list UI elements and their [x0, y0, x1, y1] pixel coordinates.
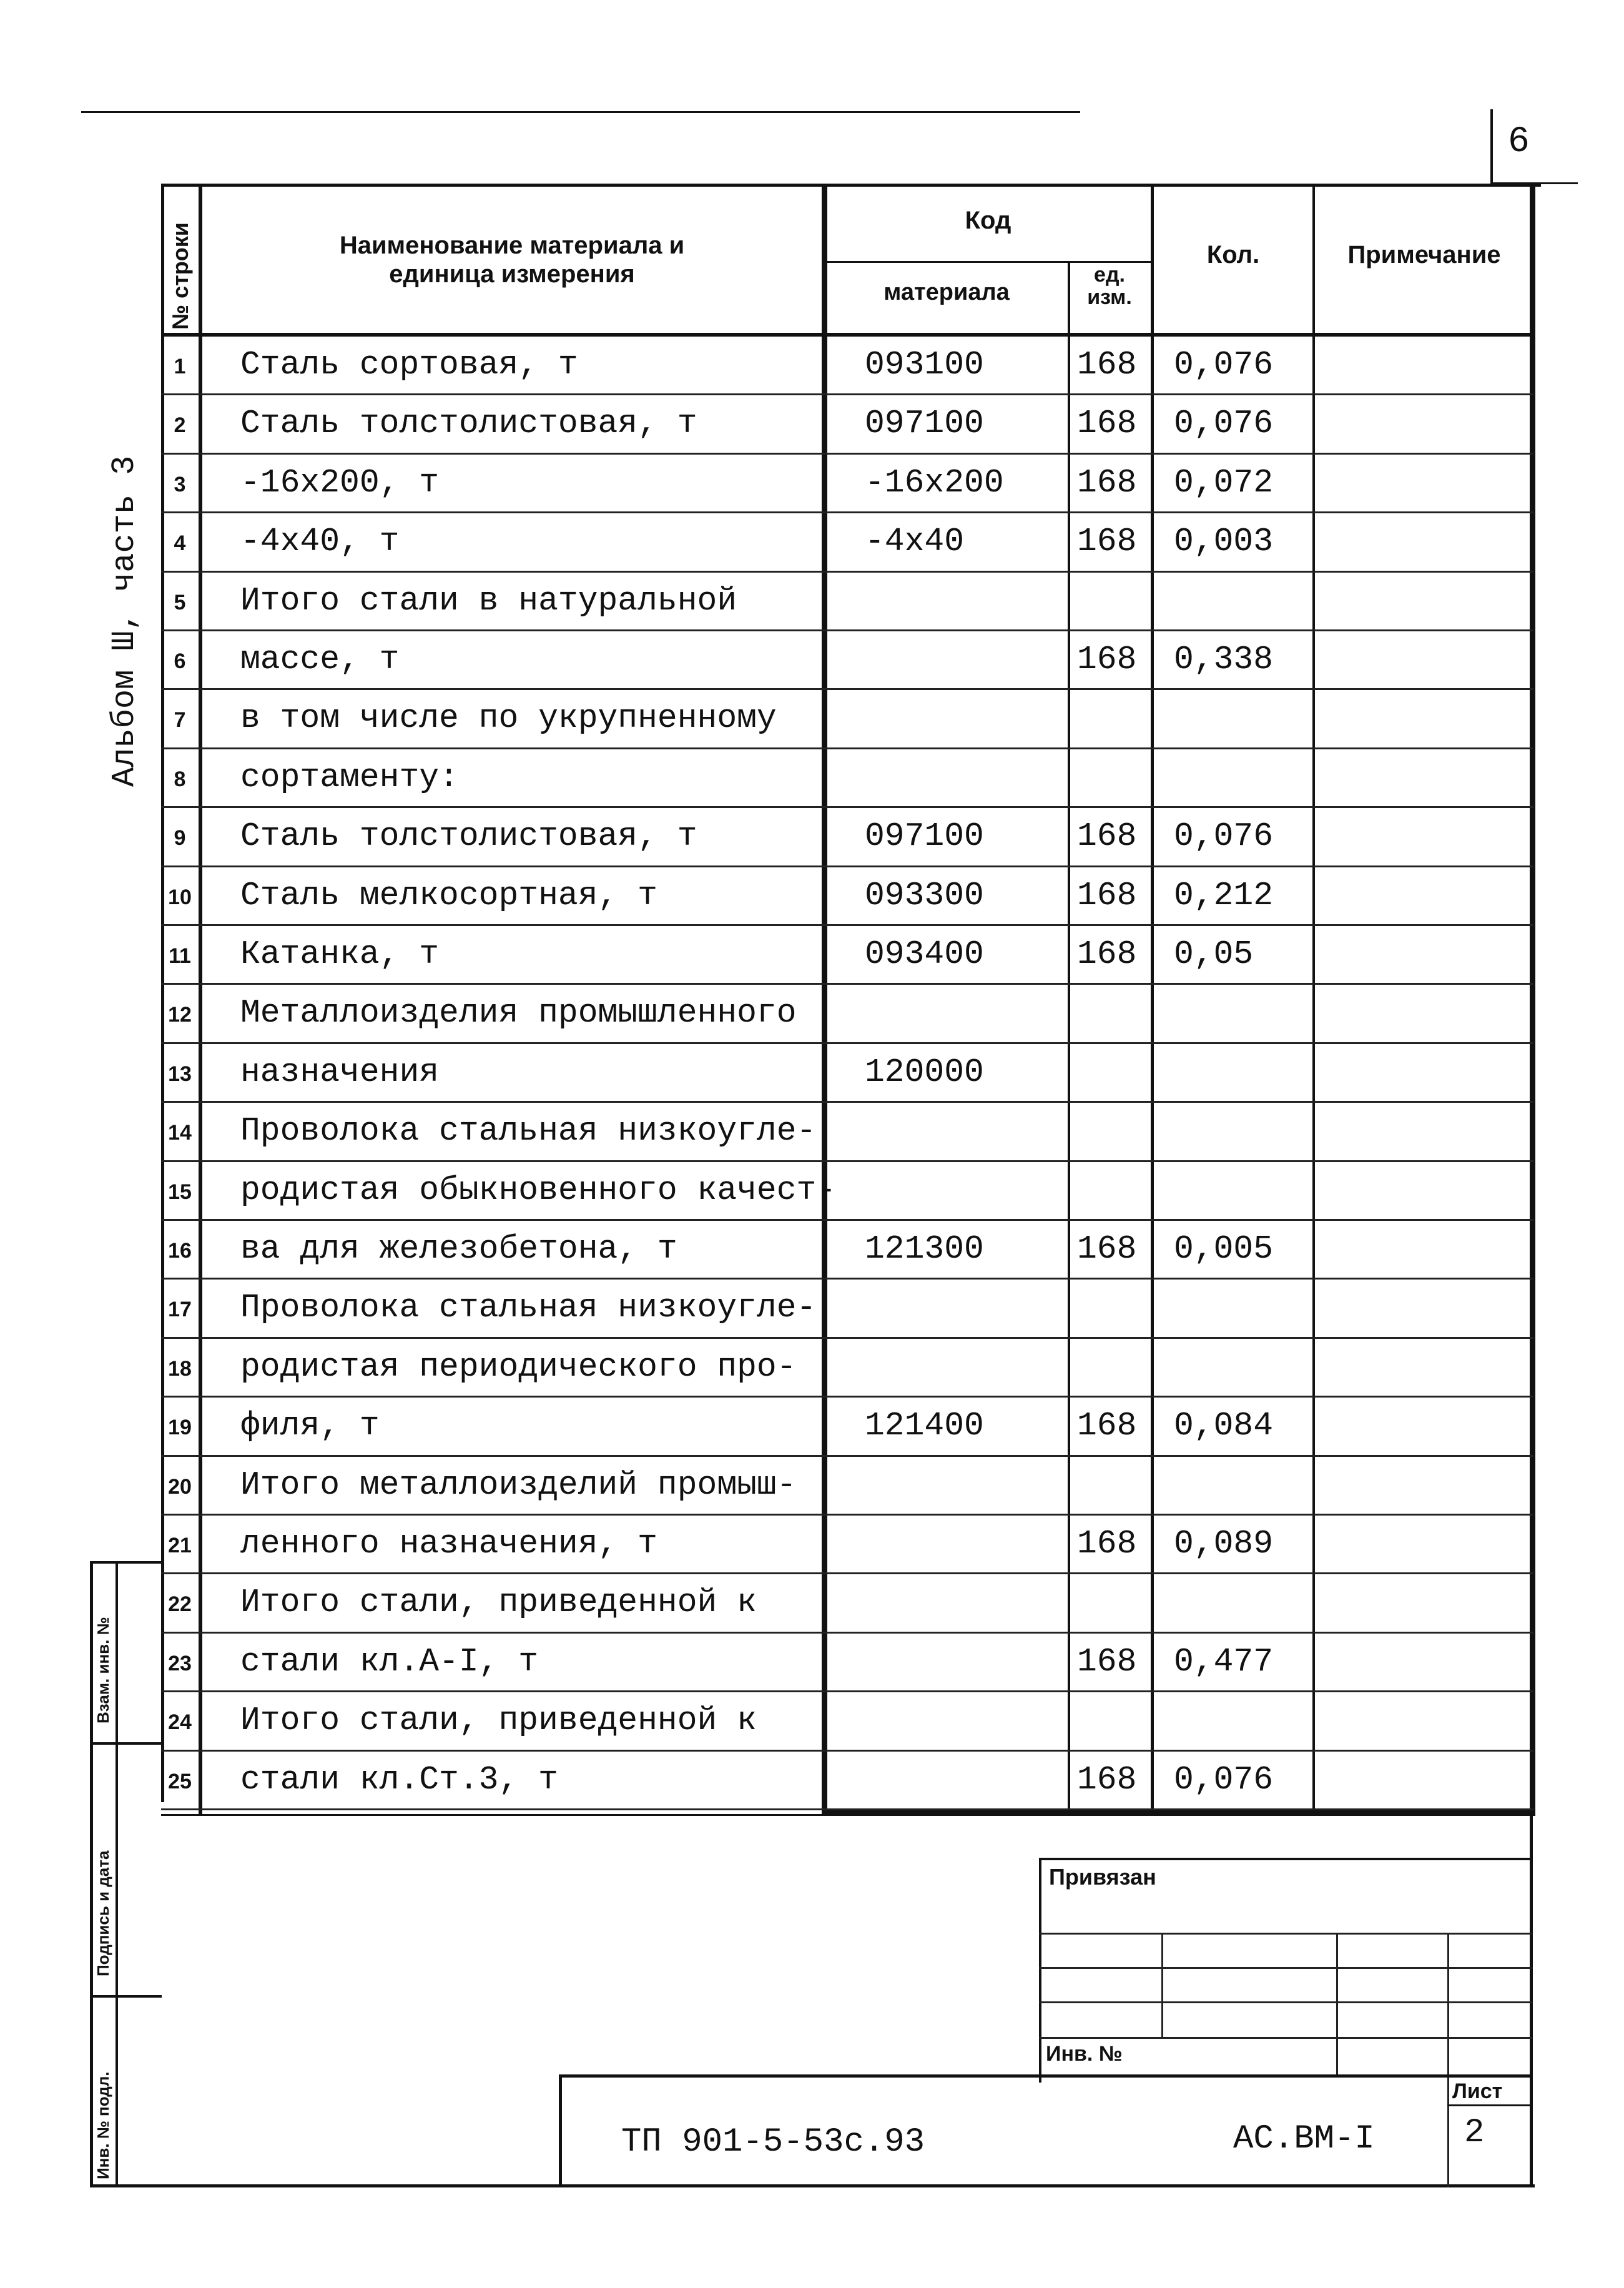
row-number: 13 — [168, 1062, 192, 1086]
row-name: Сталь толстолистовая, т — [240, 817, 697, 855]
row-number: 5 — [174, 591, 186, 614]
row-divider — [161, 806, 1533, 808]
stamp-bottom-line — [90, 2184, 1535, 2187]
row-divider — [161, 1572, 1533, 1574]
row-qty: 0,076 — [1174, 346, 1274, 383]
row-unit: 168 — [1077, 464, 1137, 501]
header-note: Примечание — [1347, 241, 1501, 269]
row-number: 10 — [168, 885, 192, 909]
row-divider — [161, 1808, 1533, 1810]
row-unit: 168 — [1077, 523, 1137, 560]
row-qty: 0,084 — [1174, 1407, 1274, 1444]
header-bottom — [161, 333, 1535, 337]
row-number: 14 — [168, 1121, 192, 1145]
row-divider — [161, 1337, 1533, 1339]
row-name: Итого стали в натуральной — [240, 582, 737, 619]
table-border-qty — [1312, 185, 1315, 1816]
row-number: 24 — [168, 1710, 192, 1734]
header-code-material: материала — [883, 279, 1010, 305]
header-code: Код — [965, 207, 1011, 234]
row-name: родистая обыкновенного качест- — [240, 1171, 837, 1209]
row-name: -16x200, т — [240, 464, 440, 501]
row-number: 3 — [174, 473, 186, 496]
privyazan-col-1 — [1161, 1933, 1163, 2037]
row-name: Металлоизделия промышленного — [240, 994, 797, 1032]
privyazan-col-3 — [1447, 1933, 1449, 2187]
row-number: 4 — [174, 531, 186, 555]
row-number: 21 — [168, 1534, 192, 1557]
row-divider — [161, 571, 1533, 573]
row-name: Сталь сортовая, т — [240, 346, 578, 383]
row-qty: 0,003 — [1174, 523, 1274, 560]
row-name: ленного назначения, т — [240, 1525, 657, 1562]
row-divider — [161, 983, 1533, 985]
row-qty: 0,477 — [1174, 1643, 1274, 1680]
margin-stamp-inner — [116, 1561, 118, 2187]
privyazan-col-2 — [1336, 1933, 1338, 2076]
row-number: 25 — [168, 1770, 192, 1793]
row-number: 7 — [174, 708, 186, 732]
row-name: Проволока стальная низкоугле- — [240, 1289, 817, 1326]
row-number: 16 — [168, 1239, 192, 1263]
row-divider — [161, 747, 1533, 749]
page-number-divider — [1490, 109, 1493, 184]
row-name: сортаменту: — [240, 759, 459, 796]
header-row-no: № строки — [167, 222, 193, 330]
row-divider — [161, 1750, 1533, 1752]
row-name: массе, т — [240, 641, 400, 678]
row-unit: 168 — [1077, 1407, 1137, 1444]
row-name: -4x40, т — [240, 523, 400, 560]
row-divider — [161, 1042, 1533, 1044]
row-name: назначения — [240, 1053, 440, 1091]
row-unit: 168 — [1077, 1643, 1137, 1680]
row-code: 120000 — [865, 1053, 984, 1091]
row-qty: 0,338 — [1174, 641, 1274, 678]
margin-stamp-div-1 — [90, 1742, 162, 1745]
row-name: Катанка, т — [240, 935, 440, 973]
row-qty: 0,005 — [1174, 1230, 1274, 1268]
row-qty: 0,076 — [1174, 1761, 1274, 1798]
main-stamp-left — [559, 2074, 562, 2187]
row-unit: 168 — [1077, 935, 1137, 973]
row-divider — [161, 1278, 1533, 1280]
row-divider — [161, 1514, 1533, 1516]
row-number: 20 — [168, 1475, 192, 1499]
row-code: 121300 — [865, 1230, 984, 1268]
table-border-top — [161, 184, 1541, 187]
document-code: ТП 901-5-53с.93 — [621, 2123, 925, 2161]
row-code: 121400 — [865, 1407, 984, 1444]
row-unit: 168 — [1077, 405, 1137, 442]
row-divider — [161, 865, 1533, 867]
row-number: 17 — [168, 1298, 192, 1321]
row-number: 9 — [174, 826, 186, 850]
row-unit: 168 — [1077, 346, 1137, 383]
album-side-label: Альбом Ш, часть 3 — [106, 455, 143, 787]
row-divider — [161, 1455, 1533, 1457]
privyazan-grid-4 — [1039, 2037, 1532, 2039]
privyazan-top — [1039, 1858, 1532, 1860]
privyazan-grid-3 — [1039, 2001, 1532, 2003]
row-code: -4x40 — [865, 523, 965, 560]
stamp-top-line — [161, 1814, 1535, 1816]
header-code-unit: ед. изм. — [1087, 263, 1132, 309]
row-number: 11 — [169, 944, 191, 968]
row-code: 097100 — [865, 405, 984, 442]
table-border-unit — [1068, 262, 1070, 1816]
row-name: Итого стали, приведенной к — [240, 1702, 757, 1739]
sheet-label-line — [1447, 2104, 1533, 2106]
privyazan-left — [1039, 1858, 1041, 2083]
row-divider — [161, 1219, 1533, 1221]
row-divider — [161, 1101, 1533, 1103]
table-border-name — [822, 185, 827, 1816]
row-code: -16x200 — [865, 464, 1004, 501]
row-code: 093400 — [865, 935, 984, 973]
row-qty: 0,076 — [1174, 817, 1274, 855]
sheet-label: Лист — [1452, 2079, 1503, 2103]
row-divider — [161, 393, 1533, 395]
row-code: 097100 — [865, 817, 984, 855]
margin-stamp-div-2 — [90, 1995, 162, 1998]
row-code: 093100 — [865, 346, 984, 383]
main-stamp-top — [559, 2074, 1533, 2078]
row-qty: 0,089 — [1174, 1525, 1274, 1562]
row-qty: 0,076 — [1174, 405, 1274, 442]
row-code: 093300 — [865, 877, 984, 914]
page-number: 6 — [1508, 122, 1530, 162]
table-border-rownum — [199, 185, 202, 1816]
row-unit: 168 — [1077, 1525, 1137, 1562]
inv-no-label: Инв. № — [1046, 2042, 1123, 2066]
row-unit: 168 — [1077, 877, 1137, 914]
row-divider — [161, 1160, 1533, 1162]
row-name: Проволока стальная низкоугле- — [240, 1112, 817, 1150]
row-divider — [161, 1690, 1533, 1692]
margin-stamp-top — [90, 1561, 162, 1564]
row-name: стали кл.А-I, т — [240, 1643, 539, 1680]
row-number: 2 — [174, 413, 186, 437]
row-qty: 0,05 — [1174, 935, 1254, 973]
stamp-right-line — [1530, 1814, 1533, 2187]
row-name: стали кл.Ст.3, т — [240, 1761, 558, 1798]
row-divider — [161, 1396, 1533, 1398]
row-unit: 168 — [1077, 1761, 1137, 1798]
row-number: 23 — [168, 1652, 192, 1675]
row-unit: 168 — [1077, 817, 1137, 855]
row-name: Сталь мелкосортная, т — [240, 877, 657, 914]
row-qty: 0,212 — [1174, 877, 1274, 914]
row-divider — [161, 511, 1533, 513]
row-number: 18 — [168, 1357, 192, 1381]
header-qty: Кол. — [1206, 241, 1260, 269]
margin-sign-date: Подпись и дата — [94, 1850, 112, 1976]
row-name: Сталь толстолистовая, т — [240, 405, 697, 442]
privyazan-grid-2 — [1039, 1967, 1532, 1969]
row-qty: 0,072 — [1174, 464, 1274, 501]
row-number: 15 — [168, 1180, 192, 1204]
row-number: 12 — [168, 1003, 192, 1027]
row-name: Итого металлоизделий промыш- — [240, 1466, 797, 1504]
row-number: 22 — [168, 1592, 192, 1616]
row-number: 6 — [174, 649, 186, 673]
margin-stamp-outer — [90, 1561, 93, 2187]
row-divider — [161, 629, 1533, 631]
row-unit: 168 — [1077, 1230, 1137, 1268]
row-number: 8 — [174, 767, 186, 791]
row-unit: 168 — [1077, 641, 1137, 678]
row-divider — [161, 688, 1533, 690]
row-number: 19 — [168, 1416, 192, 1439]
row-name: филя, т — [240, 1407, 380, 1444]
row-name: Итого стали, приведенной к — [240, 1584, 757, 1621]
row-divider — [161, 924, 1533, 926]
row-name: ва для железобетона, т — [240, 1230, 677, 1268]
table-border-right — [1530, 185, 1535, 1816]
document-mark: АС.ВМ-I — [1233, 2120, 1375, 2158]
row-name: в том числе по укрупненному — [240, 699, 777, 737]
row-divider — [161, 1632, 1533, 1634]
table-border-code — [1151, 185, 1154, 1816]
header-name: Наименование материала и единица измерения — [339, 232, 685, 288]
sheet-number: 2 — [1464, 2114, 1485, 2152]
top-rule — [81, 111, 1080, 113]
row-name: родистая периодического про- — [240, 1348, 797, 1386]
privyazan-label: Привязан — [1049, 1864, 1156, 1890]
margin-inv-dup: Взам. инв. № — [94, 1617, 112, 1723]
privyazan-grid-1 — [1039, 1933, 1532, 1935]
margin-inv-orig: Инв. № подл. — [94, 2071, 112, 2179]
row-divider — [161, 453, 1533, 455]
row-number: 1 — [174, 355, 186, 378]
